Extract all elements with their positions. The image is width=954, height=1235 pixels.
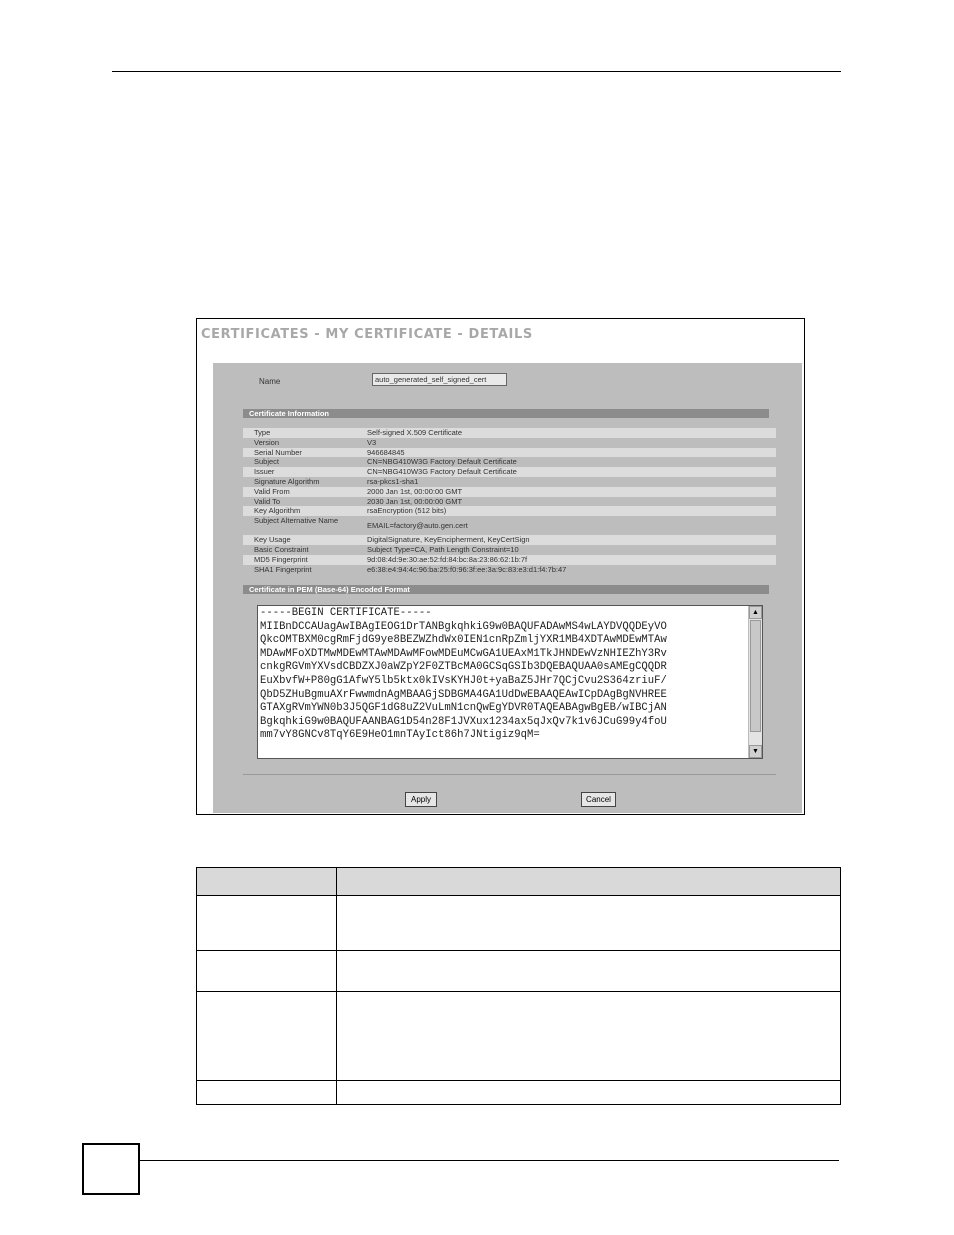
section-certificate-information: Certificate Information [243,409,769,418]
info-row [243,457,776,467]
info-label: Signature Algorithm [254,476,320,486]
info-label: Type [254,428,271,437]
info-value: V3 [367,437,377,447]
name-field[interactable]: auto_generated_self_signed_cert [372,373,507,386]
info-label: MD5 Fingerprint [254,554,308,564]
certificate-info-list [243,428,776,574]
info-value: DigitalSignature, KeyEncipherment, KeyCertSign [367,535,530,545]
info-value: Subject Type=CA, Path Length Constraint=10 [367,544,519,554]
apply-button[interactable]: Apply [405,792,437,807]
info-value: 2000 Jan 1st, 00:00:00 GMT [367,486,463,496]
info-value: rsa-pkcs1-sha1 [367,476,419,486]
screen-title: CERTIFICATES - MY CERTIFICATE - DETAILS [201,327,533,342]
info-value: CN=NBG410W3G Factory Default Certificate [367,467,517,477]
info-value: 9d:08:4d:9e:30:ae:52:fd:84:bc:8a:23:86:62:1b:7f [367,554,528,564]
info-value: rsaEncryption (512 bits) [367,506,447,516]
info-row [243,555,776,565]
info-row [243,535,776,545]
info-row [243,487,776,497]
info-value: 946684845 [367,447,405,457]
info-value: 2030 Jan 1st, 00:00:00 GMT [367,496,463,506]
table-header-row [197,868,841,896]
info-row [243,506,776,516]
pem-scrollbar[interactable] [748,606,762,758]
info-label: Valid To [254,496,280,506]
info-row [243,448,776,458]
certificate-details-screen [196,318,805,815]
info-row [243,497,776,507]
info-label: SHA1 Fingerprint [254,564,312,574]
info-label: Basic Constraint [254,544,309,554]
content-panel [213,363,802,813]
name-label: Name [259,377,281,386]
info-row [243,516,776,535]
pem-text: -----BEGIN CERTIFICATE----- MIIBnDCCAUagAwIBAgIEOG1DrTANBgkqhkiG9w0BAQUFADAwMS4wLAYDVQQDEyVO QkcOMTBXM0cgRmFjdG9ye8BEZWZhdWx0IEN1cnRpZmljYXR1MB4XDTAwMDEwMTAw MDAwMFoXDTMwMDEwMTAwMDAwMFowMDEuMCwGA1UEAxM1TkJHNDEwVzNHIEZhY3Rv cnkgRGVmYXVsdCBDZXJ0aWZpY2F0ZTBcMA0GCSqGSIb3DQEBAQUAA0sAMEgCQQDR EuXbvfW+P80gG1AfwY5lb5ktx0kIVsKYHJ0t+yaBaZ5JHr7QCjCvu2S364zriuF/ QbD5ZHuBgmuAXrFwwmdnAgMBAAGjSDBGMA4GA1UdDwEBAAQEAwICpDAgBgNVHREE GTAXgRVmYWN0b3J5QGF1dG8uZ2VuLmN1cnQwEgYDVR0TAQEABAgwBgEB/wIBCjAN BgkqhkiG9w0BAQUFAANBAG1D54n28F1JVXux1234ax5qJxQv7k1v6JCuG99y4foU mm7vY8GNCv8TqY6E9HeO1mnTAyIct86h7JNtigiz9qM= [260,607,667,742]
info-label: Version [254,437,280,447]
info-label: Serial Number [254,447,302,457]
table-row [197,896,841,951]
info-label: Key Usage [254,535,291,545]
footer-rule [140,1160,839,1161]
description-table [196,867,841,1105]
info-row [243,477,776,487]
info-label: Subject [254,457,280,467]
header-rule [112,71,841,72]
button-separator [243,774,776,775]
info-value: e6:38:e4:94:4c:96:ba:25:f0:96:3f:ee:3a:9c:83:e3:d1:f4:7b:47 [367,564,567,574]
info-row [243,428,776,438]
cancel-button[interactable]: Cancel [581,792,616,807]
table-row [197,951,841,992]
info-label: Valid From [254,486,290,496]
info-row [243,565,776,575]
info-row [243,467,776,477]
info-value: EMAIL=factory@auto.gen.cert [367,521,468,531]
info-row [243,545,776,555]
scroll-thumb[interactable] [750,620,761,732]
info-label: Issuer [254,467,275,477]
section-pem-format: Certificate in PEM (Base-64) Encoded Format [243,585,769,594]
page-number-box [82,1143,140,1195]
scroll-down-icon[interactable]: ▼ [749,745,762,758]
info-row [243,438,776,448]
info-label: Subject Alternative Name [254,516,339,526]
scroll-up-icon[interactable]: ▲ [749,606,762,619]
pem-textarea[interactable] [257,605,763,759]
table-row [197,1081,841,1105]
info-value: Self-signed X.509 Certificate [367,428,463,437]
table-row [197,992,841,1081]
info-value: CN=NBG410W3G Factory Default Certificate [367,457,517,467]
info-label: Key Algorithm [254,506,301,516]
